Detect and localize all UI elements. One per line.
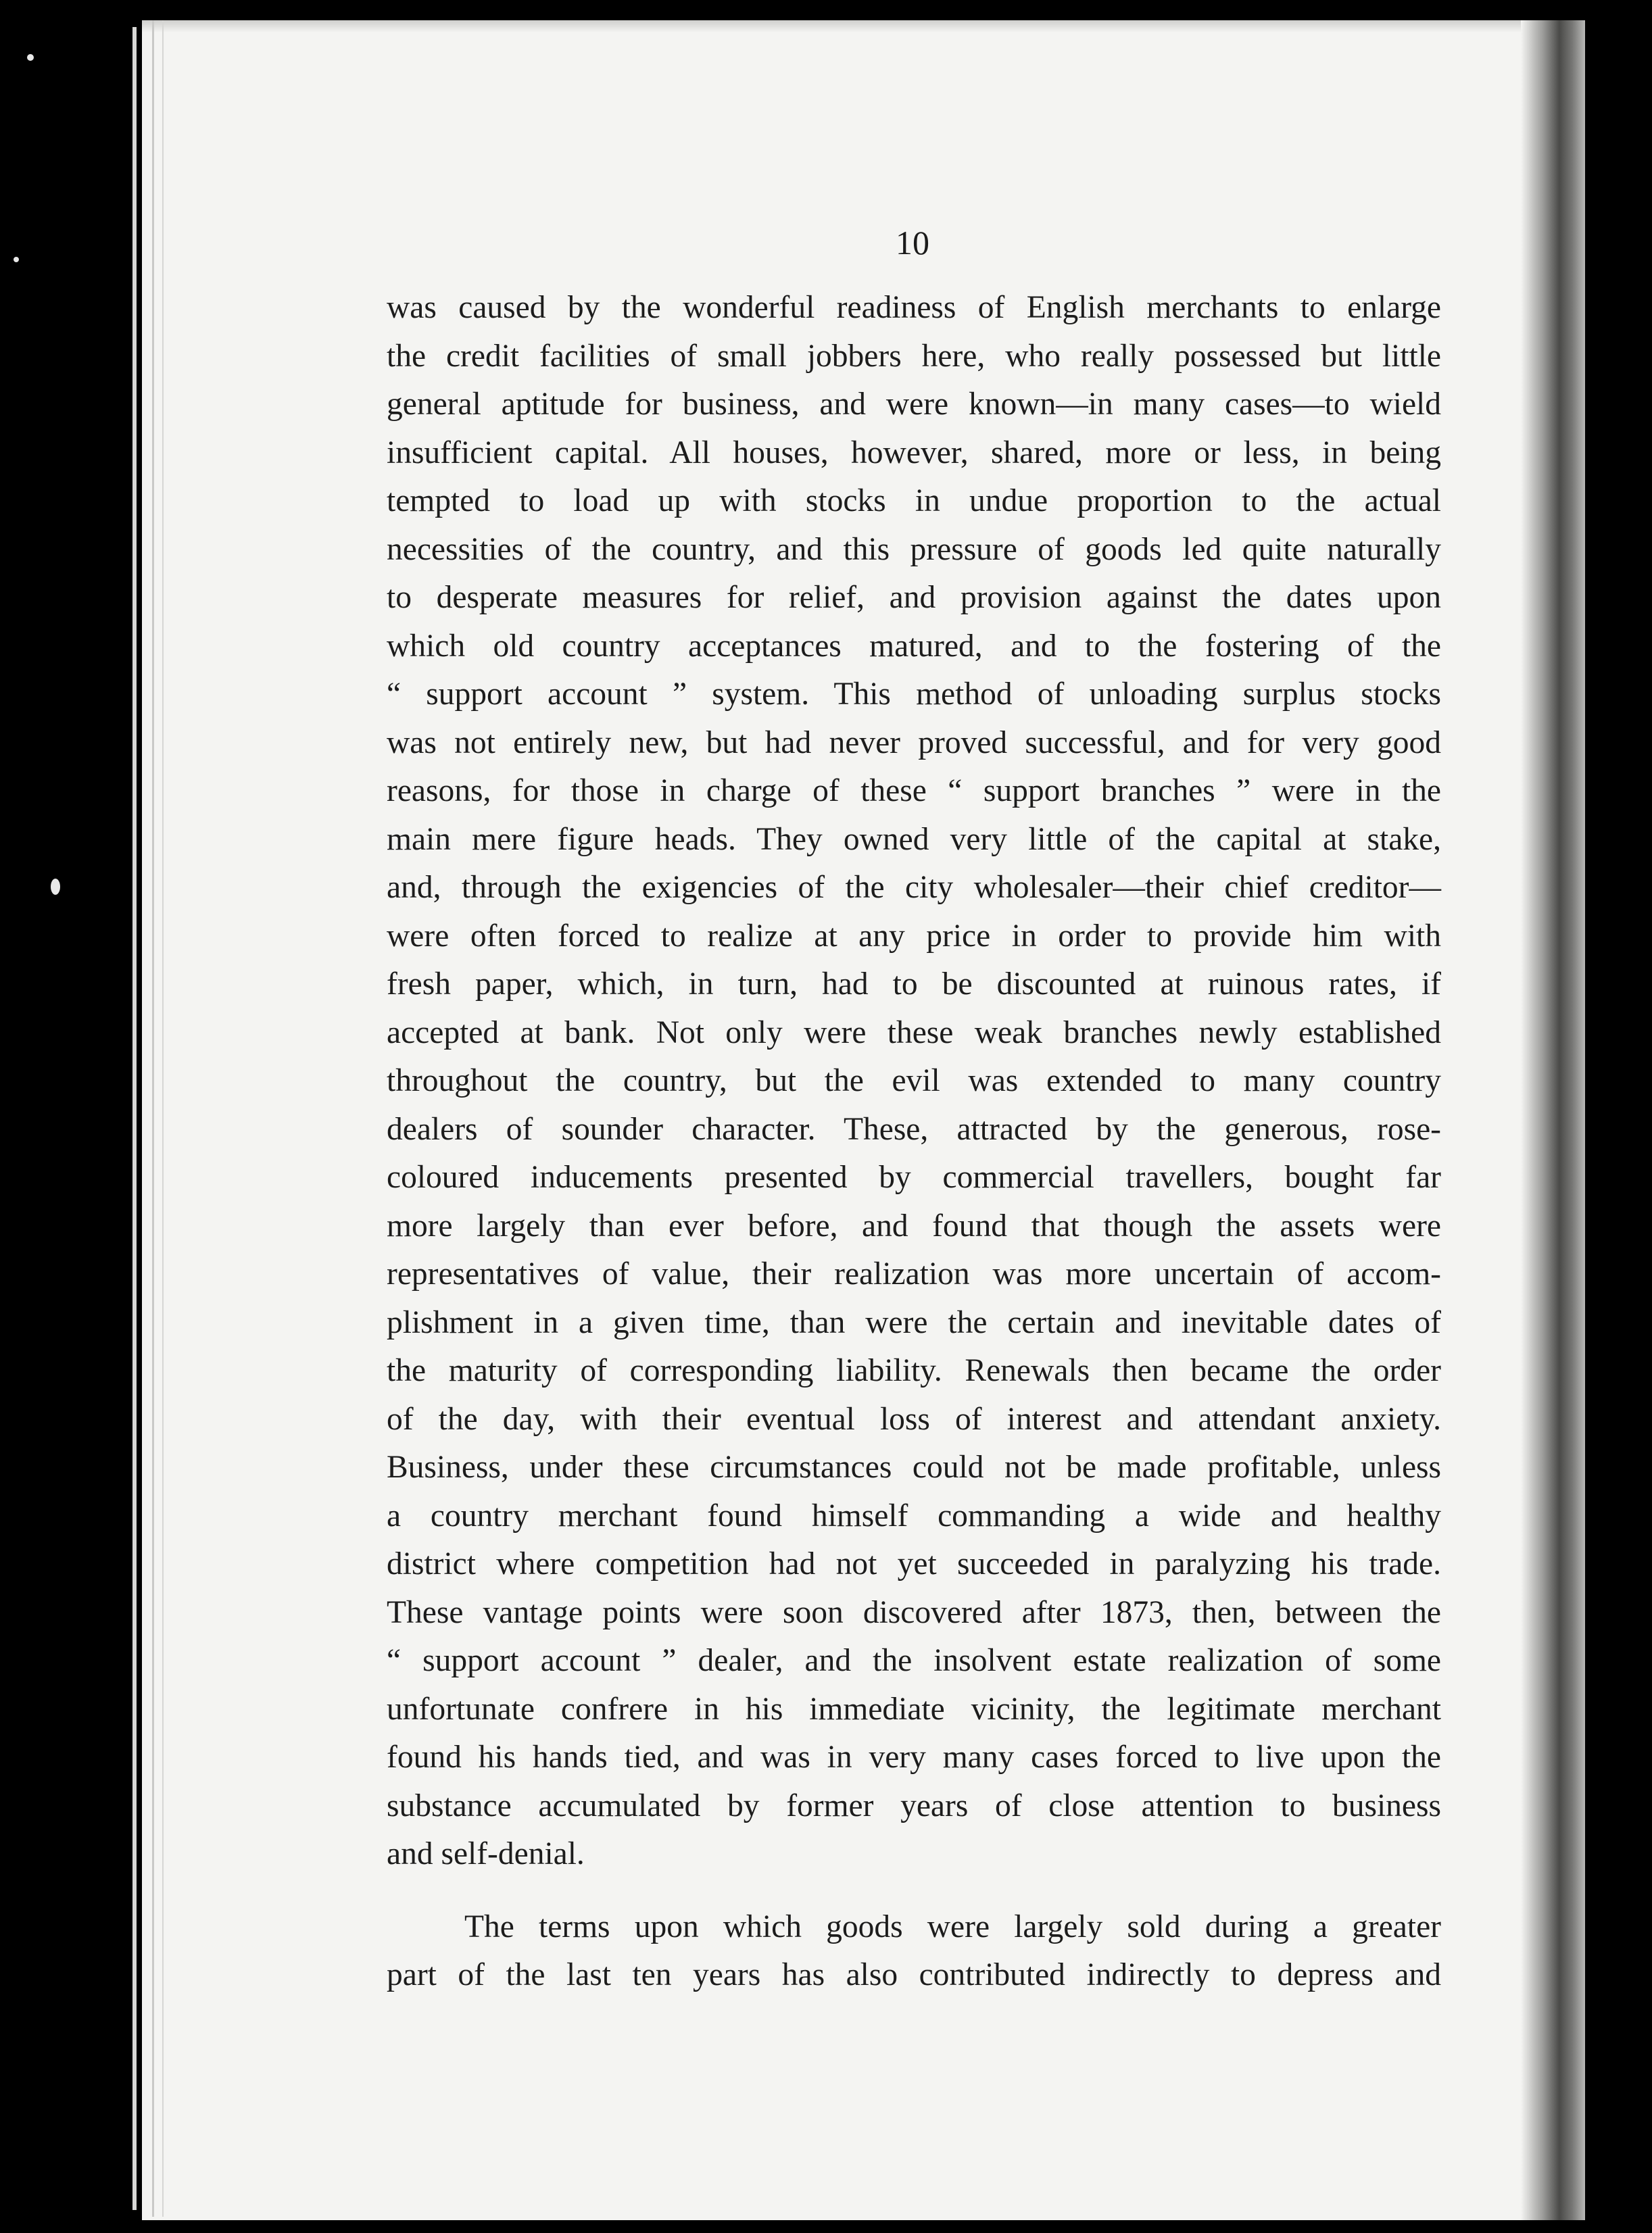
text-line: throughout the country, but the evil was extended to many country [387, 1063, 1441, 1098]
text-line: reasons, for those in charge of these “ support branches ” were in the [387, 773, 1441, 808]
text-line: main mere figure heads. They owned very little of the capital at stake, [387, 821, 1441, 857]
text-line: a country merchant found himself commanding a wide and healthy [387, 1498, 1441, 1533]
body-text [387, 284, 1441, 2000]
text-line: and self-denial. [387, 1836, 585, 1871]
text-line: These vantage points were soon discovered after 1873, then, between the [387, 1594, 1441, 1630]
text-line: to desperate measures for relief, and provision against the dates upon [387, 580, 1441, 615]
text-line: necessities of the country, and this pressure of goods led quite naturally [387, 531, 1441, 567]
text-line: fresh paper, which, in turn, had to be discounted at ruinous rates, if [387, 966, 1441, 1002]
text-line: part of the last ten years has also contributed indirectly to depress and [387, 1957, 1441, 1992]
text-line: the credit facilities of small jobbers here, who really possessed but little [387, 338, 1441, 374]
text-line: representatives of value, their realization was more uncertain of accom- [387, 1256, 1441, 1292]
text-line: which old country acceptances matured, and to the fostering of the [387, 628, 1441, 664]
text-line: The terms upon which goods were largely sold during a greater [464, 1909, 1441, 1944]
paragraph [387, 1903, 1441, 2000]
paragraph [387, 284, 1441, 1879]
paragraph-gap [387, 1879, 1441, 1903]
text-line: district where competition had not yet succeeded in paralyzing his trade. [387, 1546, 1441, 1581]
text-line: coloured inducements presented by commercial travellers, bought far [387, 1160, 1441, 1195]
text-line: general aptitude for business, and were known—in many cases—to wield [387, 387, 1441, 422]
text-line: accepted at bank. Not only were these weak branches newly established [387, 1014, 1441, 1050]
text-line: the maturity of corresponding liability. Renewals then became the order [387, 1353, 1441, 1388]
text-line: substance accumulated by former years of close attention to business [387, 1788, 1441, 1823]
text-line: tempted to load up with stocks in undue proportion to the actual [387, 483, 1441, 518]
text-line: Business, under these circumstances could not be made profitable, unless [387, 1450, 1441, 1485]
text-line: and, through the exigencies of the city wholesaler—their chief creditor— [387, 870, 1441, 905]
text-line: was caused by the wonderful readiness of English merchants to enlarge [387, 290, 1441, 325]
binding-shadow [1521, 20, 1585, 2220]
text-line: dealers of sounder character. These, attracted by the generous, rose- [387, 1111, 1441, 1147]
page-top-shadow [142, 20, 1551, 32]
text-line: unfortunate confrere in his immediate vicinity, the legitimate merchant [387, 1691, 1441, 1727]
text-line: more largely than ever before, and found that though the assets were [387, 1208, 1441, 1244]
scan-speck [27, 54, 34, 61]
page-edge-line [152, 20, 154, 2217]
text-line: were often forced to realize at any price in order to provide him with [387, 918, 1441, 954]
scan-speck [51, 879, 60, 895]
text-line: “ support account ” dealer, and the insolvent estate realization of some [387, 1643, 1441, 1678]
text-line: “ support account ” system. This method of unloading surplus stocks [387, 677, 1441, 712]
page-number: 10 [896, 224, 929, 262]
text-line: insufficient capital. All houses, however, shared, more or less, in being [387, 435, 1441, 470]
page-edge-line [132, 27, 137, 2210]
scan-speck [14, 257, 19, 262]
text-line: of the day, with their eventual loss of interest and attendant anxiety. [387, 1401, 1441, 1437]
text-line: plishment in a given time, than were the certain and inevitable dates of [387, 1304, 1441, 1340]
text-line: was not entirely new, but had never proved successful, and for very good [387, 725, 1441, 760]
text-line: found his hands tied, and was in very many cases forced to live upon the [387, 1740, 1441, 1775]
page-edge-line [162, 20, 164, 2217]
